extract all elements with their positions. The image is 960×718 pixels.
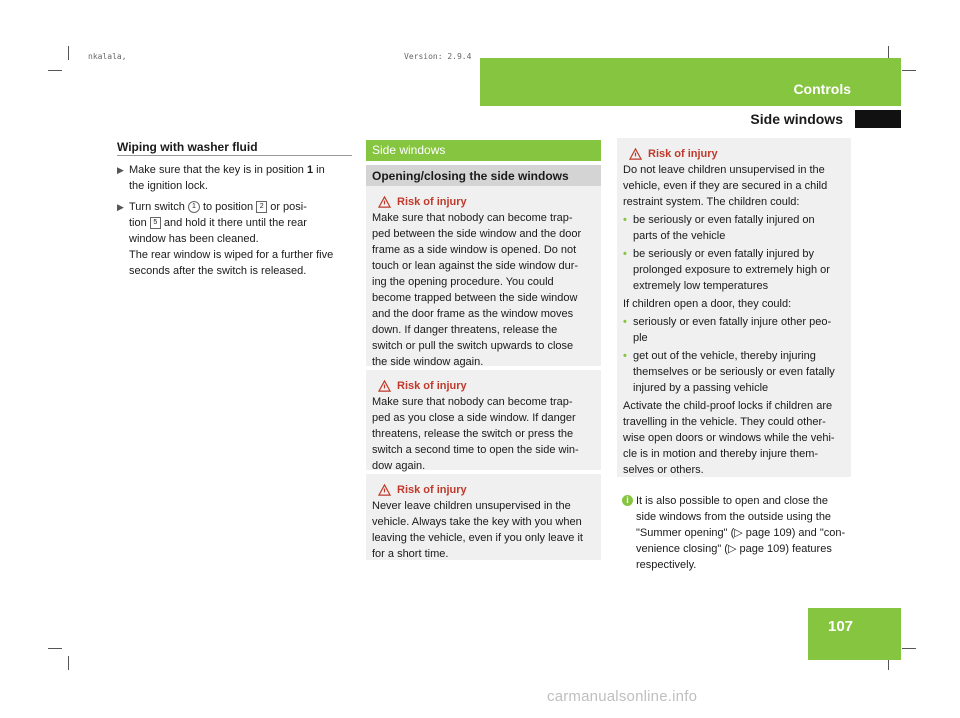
bullet-icon: • [623, 350, 627, 362]
bullet-icon: • [623, 248, 627, 260]
page-number: 107 [828, 618, 854, 635]
warning-text [372, 210, 596, 370]
text-line: Never leave children unsupervised in the [372, 500, 571, 512]
text-line: dow again. [372, 460, 426, 472]
bullet-icon: • [623, 316, 627, 328]
warning-triangle-icon [378, 484, 391, 497]
text-line: frame as a side window is opened. Do not [372, 244, 577, 256]
text-line: respectively. [636, 559, 697, 571]
warning-box-1 [366, 186, 601, 366]
position-badge: 5 [150, 217, 161, 229]
step-arrow-icon: ▶ [117, 165, 124, 175]
crop-mark [48, 648, 62, 649]
text-line: Activate the child-proof locks if children are [623, 400, 833, 412]
note-text: The rear window is wiped for a further five [129, 249, 334, 261]
bullet-icon: • [623, 214, 627, 226]
crop-mark [68, 656, 69, 670]
text-line: vehicle, even if they are secured in a child [623, 180, 828, 192]
warning-triangle-icon [629, 148, 642, 161]
warning-title: Risk of injury [372, 194, 596, 210]
text-line: Make sure that nobody can become trap- [372, 212, 573, 224]
left-column [117, 139, 352, 155]
list-item: • seriously or even fatally injure other peo- ple [623, 316, 832, 344]
warning-text [623, 162, 846, 478]
text-line: down. If danger threatens, release the [372, 324, 558, 336]
text-line: threatens, release the switch or press the [372, 428, 574, 440]
text-line: switch or pull the switch upwards to close [372, 340, 574, 352]
step-arrow-icon: ▶ [117, 202, 124, 212]
text-line: side windows from the outside using the [636, 511, 832, 523]
text-line: selves or others. [623, 464, 704, 476]
section-bar: Side windows [366, 140, 601, 161]
text-line: If children open a door, they could: [623, 298, 792, 310]
subsection-bar: Opening/closing the side windows [366, 165, 601, 186]
text-line: for a short time. [372, 548, 449, 560]
warning-title: Risk of injury [372, 482, 596, 498]
text-line: and the door frame as the window moves [372, 308, 574, 320]
warning-title: Risk of injury [623, 146, 846, 162]
text-line: Do not leave children unsupervised in the [623, 164, 825, 176]
header-meta-right: Version: 2.9.4 [404, 52, 472, 61]
warning-text [372, 498, 596, 562]
text-line: leaving the vehicle, even if you only leave it [372, 532, 583, 544]
section-label: Controls [793, 81, 851, 97]
text-line: vehicle. Always take the key with you when [372, 516, 582, 528]
step-1: ▶ Make sure that the key is in position 1 in the ignition lock. [117, 164, 325, 192]
warning-box-2 [366, 370, 601, 470]
info-note [625, 493, 871, 573]
text-line: wise open doors or windows while the vehi- [623, 432, 835, 444]
page-number-tab [808, 608, 901, 660]
text-line: travelling in the vehicle. They could other- [623, 416, 826, 428]
text-line: cle is in motion and thereby injure them- [623, 448, 819, 460]
title-bar [480, 106, 901, 130]
text-line: switch a second time to open the side win- [372, 444, 579, 456]
text-line: ped between the side window and the door [372, 228, 582, 240]
text-line: "Summer opening" (▷ page 109) and "con- [636, 527, 846, 539]
warning-title: Risk of injury [372, 378, 596, 394]
info-icon: i [622, 495, 633, 506]
heading-rule [117, 155, 352, 156]
title-marker [855, 110, 901, 128]
text-line: restraint system. The children could: [623, 196, 800, 208]
text-line: venience closing" (▷ page 109) features [636, 543, 832, 555]
section-heading: Wiping with washer fluid [117, 140, 258, 154]
warning-triangle-icon [378, 196, 391, 209]
text-line: become trapped between the side window [372, 292, 578, 304]
watermark: carmanualsonline.info [547, 688, 698, 705]
text-line: the side window again. [372, 356, 484, 368]
position-badge: 2 [256, 201, 267, 213]
warning-box-3 [366, 474, 601, 560]
list-item: • be seriously or even fatally injured on parts of the vehicle [623, 214, 815, 242]
page-title: Side windows [750, 111, 843, 127]
text-line: It is also possible to open and close the [636, 495, 829, 507]
crop-mark [68, 46, 69, 60]
crop-mark [48, 70, 62, 71]
section-tab [480, 58, 901, 106]
text-line: ing the opening procedure. You could [372, 276, 554, 288]
list-item: • be seriously or even fatally injured by prolonged exposure to extremely high or extremely low temperatures [623, 248, 830, 292]
left-steps [117, 162, 357, 279]
warning-box-children [617, 138, 851, 477]
crop-mark [902, 648, 916, 649]
warning-triangle-icon [378, 380, 391, 393]
text-line: touch or lean against the side window dur- [372, 260, 579, 272]
switch-number-badge: 1 [188, 201, 200, 213]
crop-mark [902, 70, 916, 71]
warning-text [372, 394, 596, 474]
text-line: ped as you close a side window. If danger [372, 412, 576, 424]
header-meta-left: nkalala, [88, 52, 127, 61]
step-2: ▶ Turn switch 1 to position 2 or posi- tion 5 and hold it there until the rear window has been cleaned. The rear window is wiped for a further five seconds after the switch is released. [117, 199, 357, 279]
text-line: Make sure that nobody can become trap- [372, 396, 573, 408]
list-item: • get out of the vehicle, thereby injuring themselves or be seriously or even fatally injured by a passing vehicle [623, 350, 835, 394]
